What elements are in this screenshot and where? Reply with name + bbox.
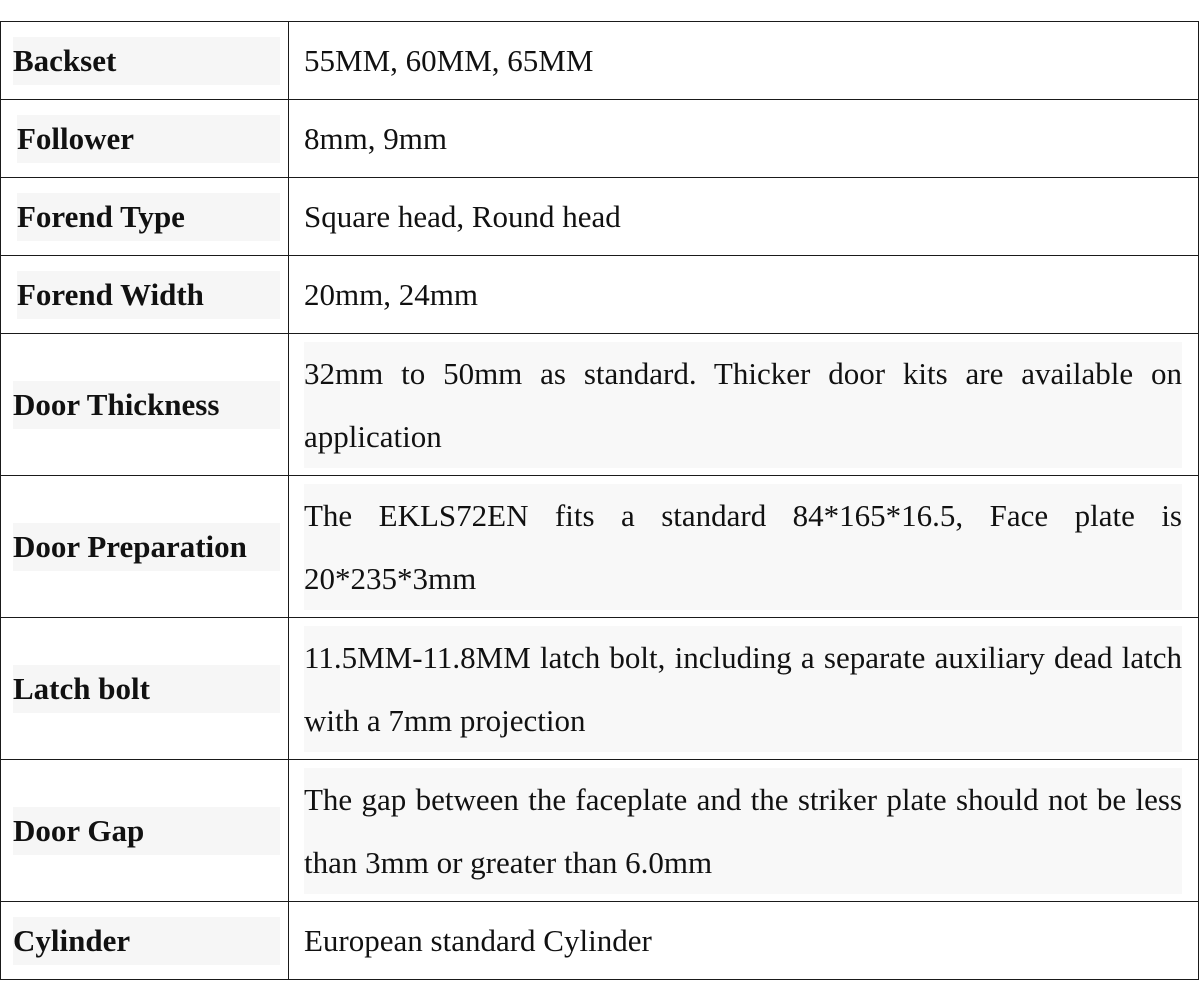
row-label: Backset xyxy=(13,37,280,85)
row-value-cell xyxy=(289,334,1199,476)
row-label: Latch bolt xyxy=(13,665,280,713)
row-label: Cylinder xyxy=(13,917,280,965)
specification-table xyxy=(0,21,1199,980)
row-value: 8mm, 9mm xyxy=(304,120,447,156)
row-value-cell xyxy=(289,618,1199,760)
row-label: Forend Width xyxy=(17,271,280,319)
table-row xyxy=(1,476,1199,618)
row-value: 55MM, 60MM, 65MM xyxy=(304,42,594,78)
row-label-cell xyxy=(1,334,289,476)
row-label: Door Preparation xyxy=(13,523,280,571)
row-value-cell xyxy=(289,760,1199,902)
row-value: Square head, Round head xyxy=(304,198,621,234)
table-row xyxy=(1,902,1199,980)
row-value: 20mm, 24mm xyxy=(304,276,478,312)
table-row xyxy=(1,22,1199,100)
row-value-cell xyxy=(289,100,1199,178)
row-value: 11.5MM-11.8MM latch bolt, including a separate auxiliary dead latch with a 7mm projection xyxy=(304,626,1182,752)
table-row xyxy=(1,618,1199,760)
row-label: Forend Type xyxy=(17,193,280,241)
row-label-cell xyxy=(1,22,289,100)
row-value: The EKLS72EN fits a standard 84*165*16.5, Face plate is 20*235*3mm xyxy=(304,484,1182,610)
table-row xyxy=(1,760,1199,902)
row-value-cell xyxy=(289,902,1199,980)
row-label-cell xyxy=(1,100,289,178)
row-value: The gap between the faceplate and the striker plate should not be less than 3mm or greater than 6.0mm xyxy=(304,768,1182,894)
row-label-cell xyxy=(1,760,289,902)
row-label-cell xyxy=(1,902,289,980)
row-value-cell xyxy=(289,178,1199,256)
row-label-cell xyxy=(1,618,289,760)
row-value-cell xyxy=(289,22,1199,100)
row-label: Follower xyxy=(17,115,280,163)
row-value-cell xyxy=(289,256,1199,334)
row-label-cell xyxy=(1,178,289,256)
row-value: 32mm to 50mm as standard. Thicker door kits are available on application xyxy=(304,342,1182,468)
table-row xyxy=(1,100,1199,178)
table-row xyxy=(1,178,1199,256)
row-value: European standard Cylinder xyxy=(304,922,652,958)
row-value-cell xyxy=(289,476,1199,618)
table-row xyxy=(1,334,1199,476)
row-label: Door Thickness xyxy=(13,381,280,429)
row-label: Door Gap xyxy=(13,807,280,855)
row-label-cell xyxy=(1,256,289,334)
table-row xyxy=(1,256,1199,334)
row-label-cell xyxy=(1,476,289,618)
